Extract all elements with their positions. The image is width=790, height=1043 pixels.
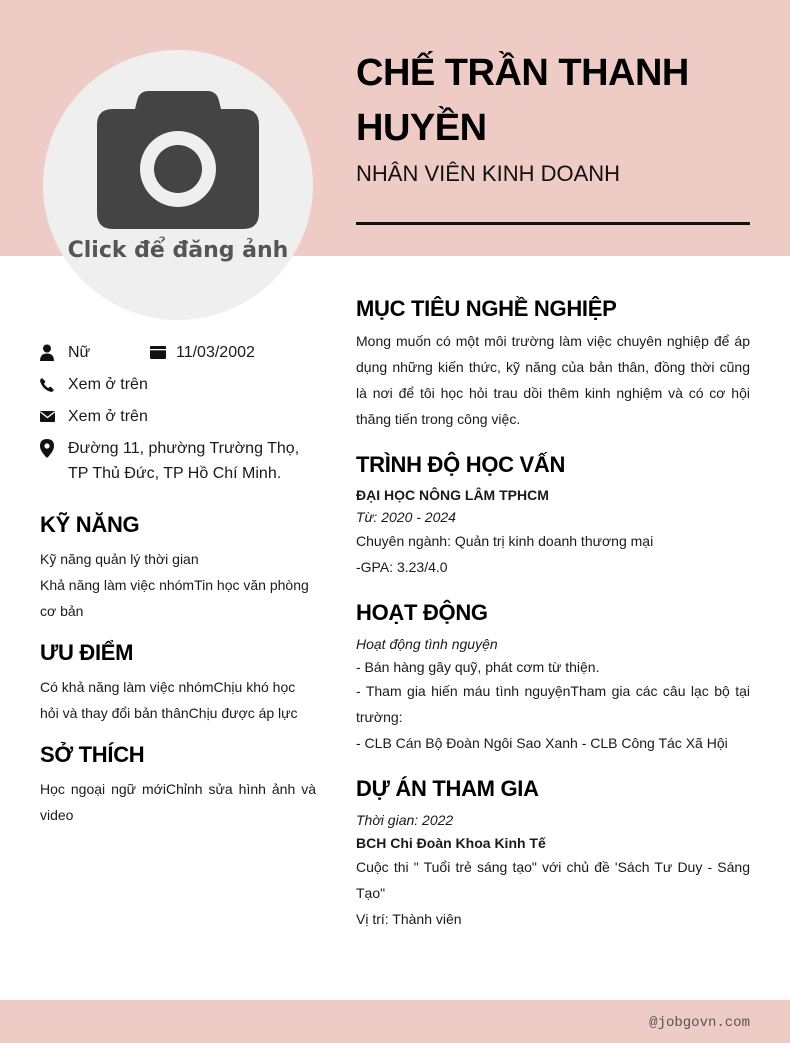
project-time: Thời gian: 2022 (356, 812, 454, 828)
hobbies-title: SỞ THÍCH (40, 742, 145, 767)
right-column (356, 296, 750, 932)
education-major: Chuyên ngành: Quản trị kinh doanh thương mại (356, 533, 654, 549)
strengths-title: ƯU ĐIỂM (40, 640, 134, 665)
address-line-1: Đường 11, phường Trường Thọ, (68, 440, 300, 457)
job-position: NHÂN VIÊN KINH DOANH (356, 161, 621, 186)
address-value (68, 436, 299, 486)
education-period: Từ: 2020 - 2024 (356, 509, 456, 525)
camera-icon (97, 89, 259, 231)
skill-item: Kỹ năng quản lý thời gian (40, 551, 199, 567)
skill-item: Khả năng làm việc nhómTin học văn phòng cơ bản (40, 577, 309, 619)
address-line-2: TP Thủ Đức, TP Hồ Chí Minh. (68, 465, 282, 482)
header-divider (356, 222, 750, 225)
location-pin-icon (40, 436, 68, 461)
education-gpa: -GPA: 3.23/4.0 (356, 559, 448, 575)
gender-dob-row (40, 340, 316, 365)
activity-item: - Tham gia hiến máu tình nguyệnTham gia các câu lạc bộ tại trường: (356, 683, 750, 725)
phone-row (40, 372, 316, 397)
projects-title: DỰ ÁN THAM GIA (356, 776, 539, 801)
phone-icon (40, 372, 68, 397)
skills-title: KỸ NĂNG (40, 512, 140, 537)
calendar-icon (150, 340, 176, 365)
gender-value: Nữ (68, 344, 91, 361)
activities-title: HOẠT ĐỘNG (356, 600, 488, 625)
user-icon (40, 340, 68, 365)
school-name: ĐẠI HỌC NÔNG LÂM TPHCM (356, 487, 549, 503)
project-org: BCH Chi Đoàn Khoa Kinh Tế (356, 835, 546, 851)
left-column (40, 340, 316, 828)
email-row (40, 404, 316, 429)
education-title: TRÌNH ĐỘ HỌC VẤN (356, 452, 566, 477)
activity-item: - Bán hàng gây quỹ, phát cơm từ thiện. (356, 659, 600, 675)
candidate-name: CHẾ TRẦN THANH HUYỀN (356, 52, 689, 149)
email-value: Xem ở trên (68, 408, 148, 425)
footer-watermark: @jobgovn.com (649, 1015, 750, 1031)
project-role: Vị trí: Thành viên (356, 911, 462, 927)
objective-title: MỤC TIÊU NGHỀ NGHIỆP (356, 296, 617, 321)
skills-list (40, 546, 316, 624)
hobbies-text: Học ngoại ngữ mớiChỉnh sửa hình ảnh và video (40, 781, 316, 823)
address-row (40, 436, 316, 486)
objective-text: Mong muốn có một môi trường làm việc chuyên nghiệp để áp dụng những kiến thức, kỹ năng của bản thân, đồng thời cũng là nơi để tôi học hỏi trau dồi thêm kinh nghiệm và có cơ hội thăng tiến trong công việc. (356, 333, 750, 427)
activity-item: - CLB Cán Bộ Đoàn Ngôi Sao Xanh - CLB Công Tác Xã Hội (356, 735, 728, 751)
phone-value: Xem ở trên (68, 376, 148, 393)
activities-subtitle: Hoạt động tình nguyện (356, 636, 498, 652)
photo-caption: Click để đăng ảnh (67, 238, 289, 263)
project-description: Cuộc thi " Tuổi trẻ sáng tạo" với chủ đề 'Sách Tư Duy - Sáng Tạo" (356, 859, 750, 901)
mail-icon (40, 404, 68, 429)
photo-upload[interactable] (43, 50, 313, 320)
dob-value: 11/03/2002 (176, 344, 255, 361)
strengths-text: Có khả năng làm việc nhómChịu khó học hỏi và thay đổi bản thânChịu được áp lực (40, 679, 298, 721)
